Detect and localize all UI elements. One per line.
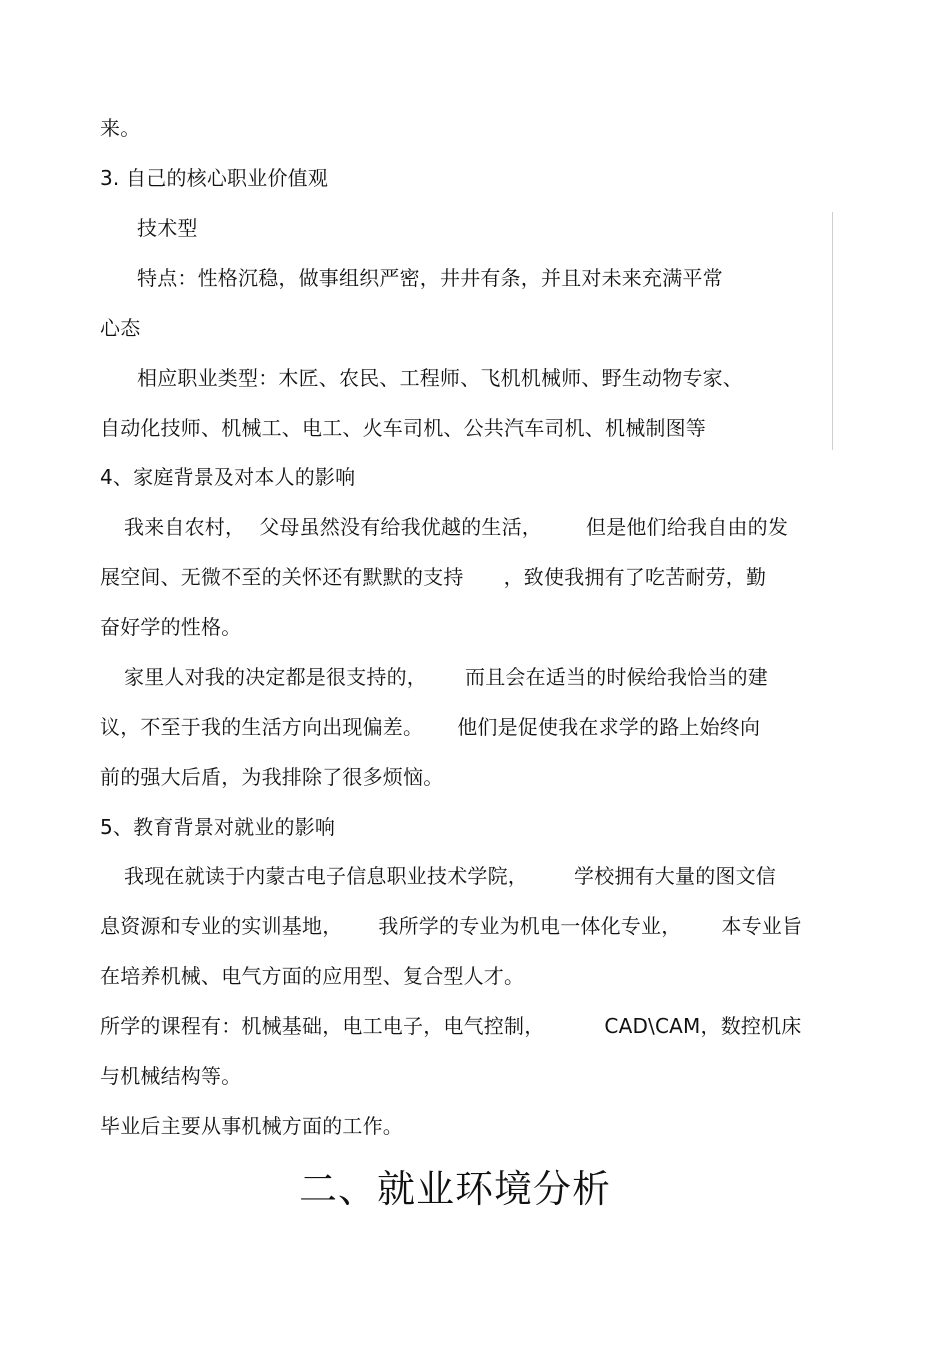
section-heading-4: 4、家庭背景及对本人的影响 xyxy=(100,465,356,489)
text-fragment: 本专业旨 xyxy=(721,914,803,938)
text-line: 自动化技师、机械工、电工、火车司机、公共汽车司机、机械制图等 xyxy=(100,416,706,440)
text-fragment: 我所学的专业为机电一体化专业， xyxy=(378,914,682,938)
text-fragment: 学校拥有大量的图文信 xyxy=(574,864,776,888)
text-line xyxy=(100,714,760,740)
text-fragment: 而且会在适当的时候给我恰当的建 xyxy=(465,665,768,689)
text-fragment: 父母虽然没有给我优越的生活， xyxy=(259,515,543,539)
text-line: 毕业后主要从事机械方面的工作。 xyxy=(100,1114,403,1138)
text-line: 奋好学的性格。 xyxy=(100,615,242,639)
margin-rule xyxy=(832,212,833,450)
chapter-heading: 二、就业环境分析 xyxy=(298,1167,611,1211)
text-fragment: ，致使我拥有了吃苦耐劳，勤 xyxy=(503,565,767,589)
text-fragment: CAD\CAM，数控机床 xyxy=(604,1014,802,1038)
text-line xyxy=(124,514,788,540)
text-line xyxy=(100,564,766,590)
text-fragment: 但是他们给我自由的发 xyxy=(586,515,789,539)
text-line: 与机械结构等。 xyxy=(100,1064,242,1088)
text-line xyxy=(100,913,802,939)
text-line: 心态 xyxy=(100,316,141,340)
text-fragment: 息资源和专业的实训基地， xyxy=(100,914,343,938)
text-line: 技术型 xyxy=(137,216,198,240)
text-line xyxy=(124,664,768,690)
text-fragment: 议，不至于我的生活方向出现偏差。 xyxy=(100,715,424,739)
text-line: 特点：性格沉稳，做事组织严密，井井有条，并且对未来充满平常 xyxy=(137,266,723,290)
text-fragment: 所学的课程有：机械基础，电工电子，电气控制， xyxy=(100,1014,545,1038)
text-line xyxy=(124,863,776,889)
text-line xyxy=(100,1013,802,1039)
text-fragment: 展空间、无微不至的关怀还有默默的支持 xyxy=(100,565,464,589)
section-heading-5: 5、教育背景对就业的影响 xyxy=(100,815,336,839)
text-fragment: 我现在就读于内蒙古电子信息职业技术学院， xyxy=(124,864,528,888)
text-line: 在培养机械、电气方面的应用型、复合型人才。 xyxy=(100,964,525,988)
section-heading-3: 3. 自己的核心职业价值观 xyxy=(100,166,329,190)
text-line: 前的强大后盾，为我排除了很多烦恼。 xyxy=(100,765,444,789)
text-line: 来。 xyxy=(100,116,141,140)
text-line: 相应职业类型：木匠、农民、工程师、飞机机械师、野生动物专家、 xyxy=(137,366,743,390)
text-fragment: 家里人对我的决定都是很支持的， xyxy=(124,665,427,689)
text-fragment: 我来自农村， xyxy=(124,515,246,539)
text-fragment: 他们是促使我在求学的路上始终向 xyxy=(457,715,761,739)
